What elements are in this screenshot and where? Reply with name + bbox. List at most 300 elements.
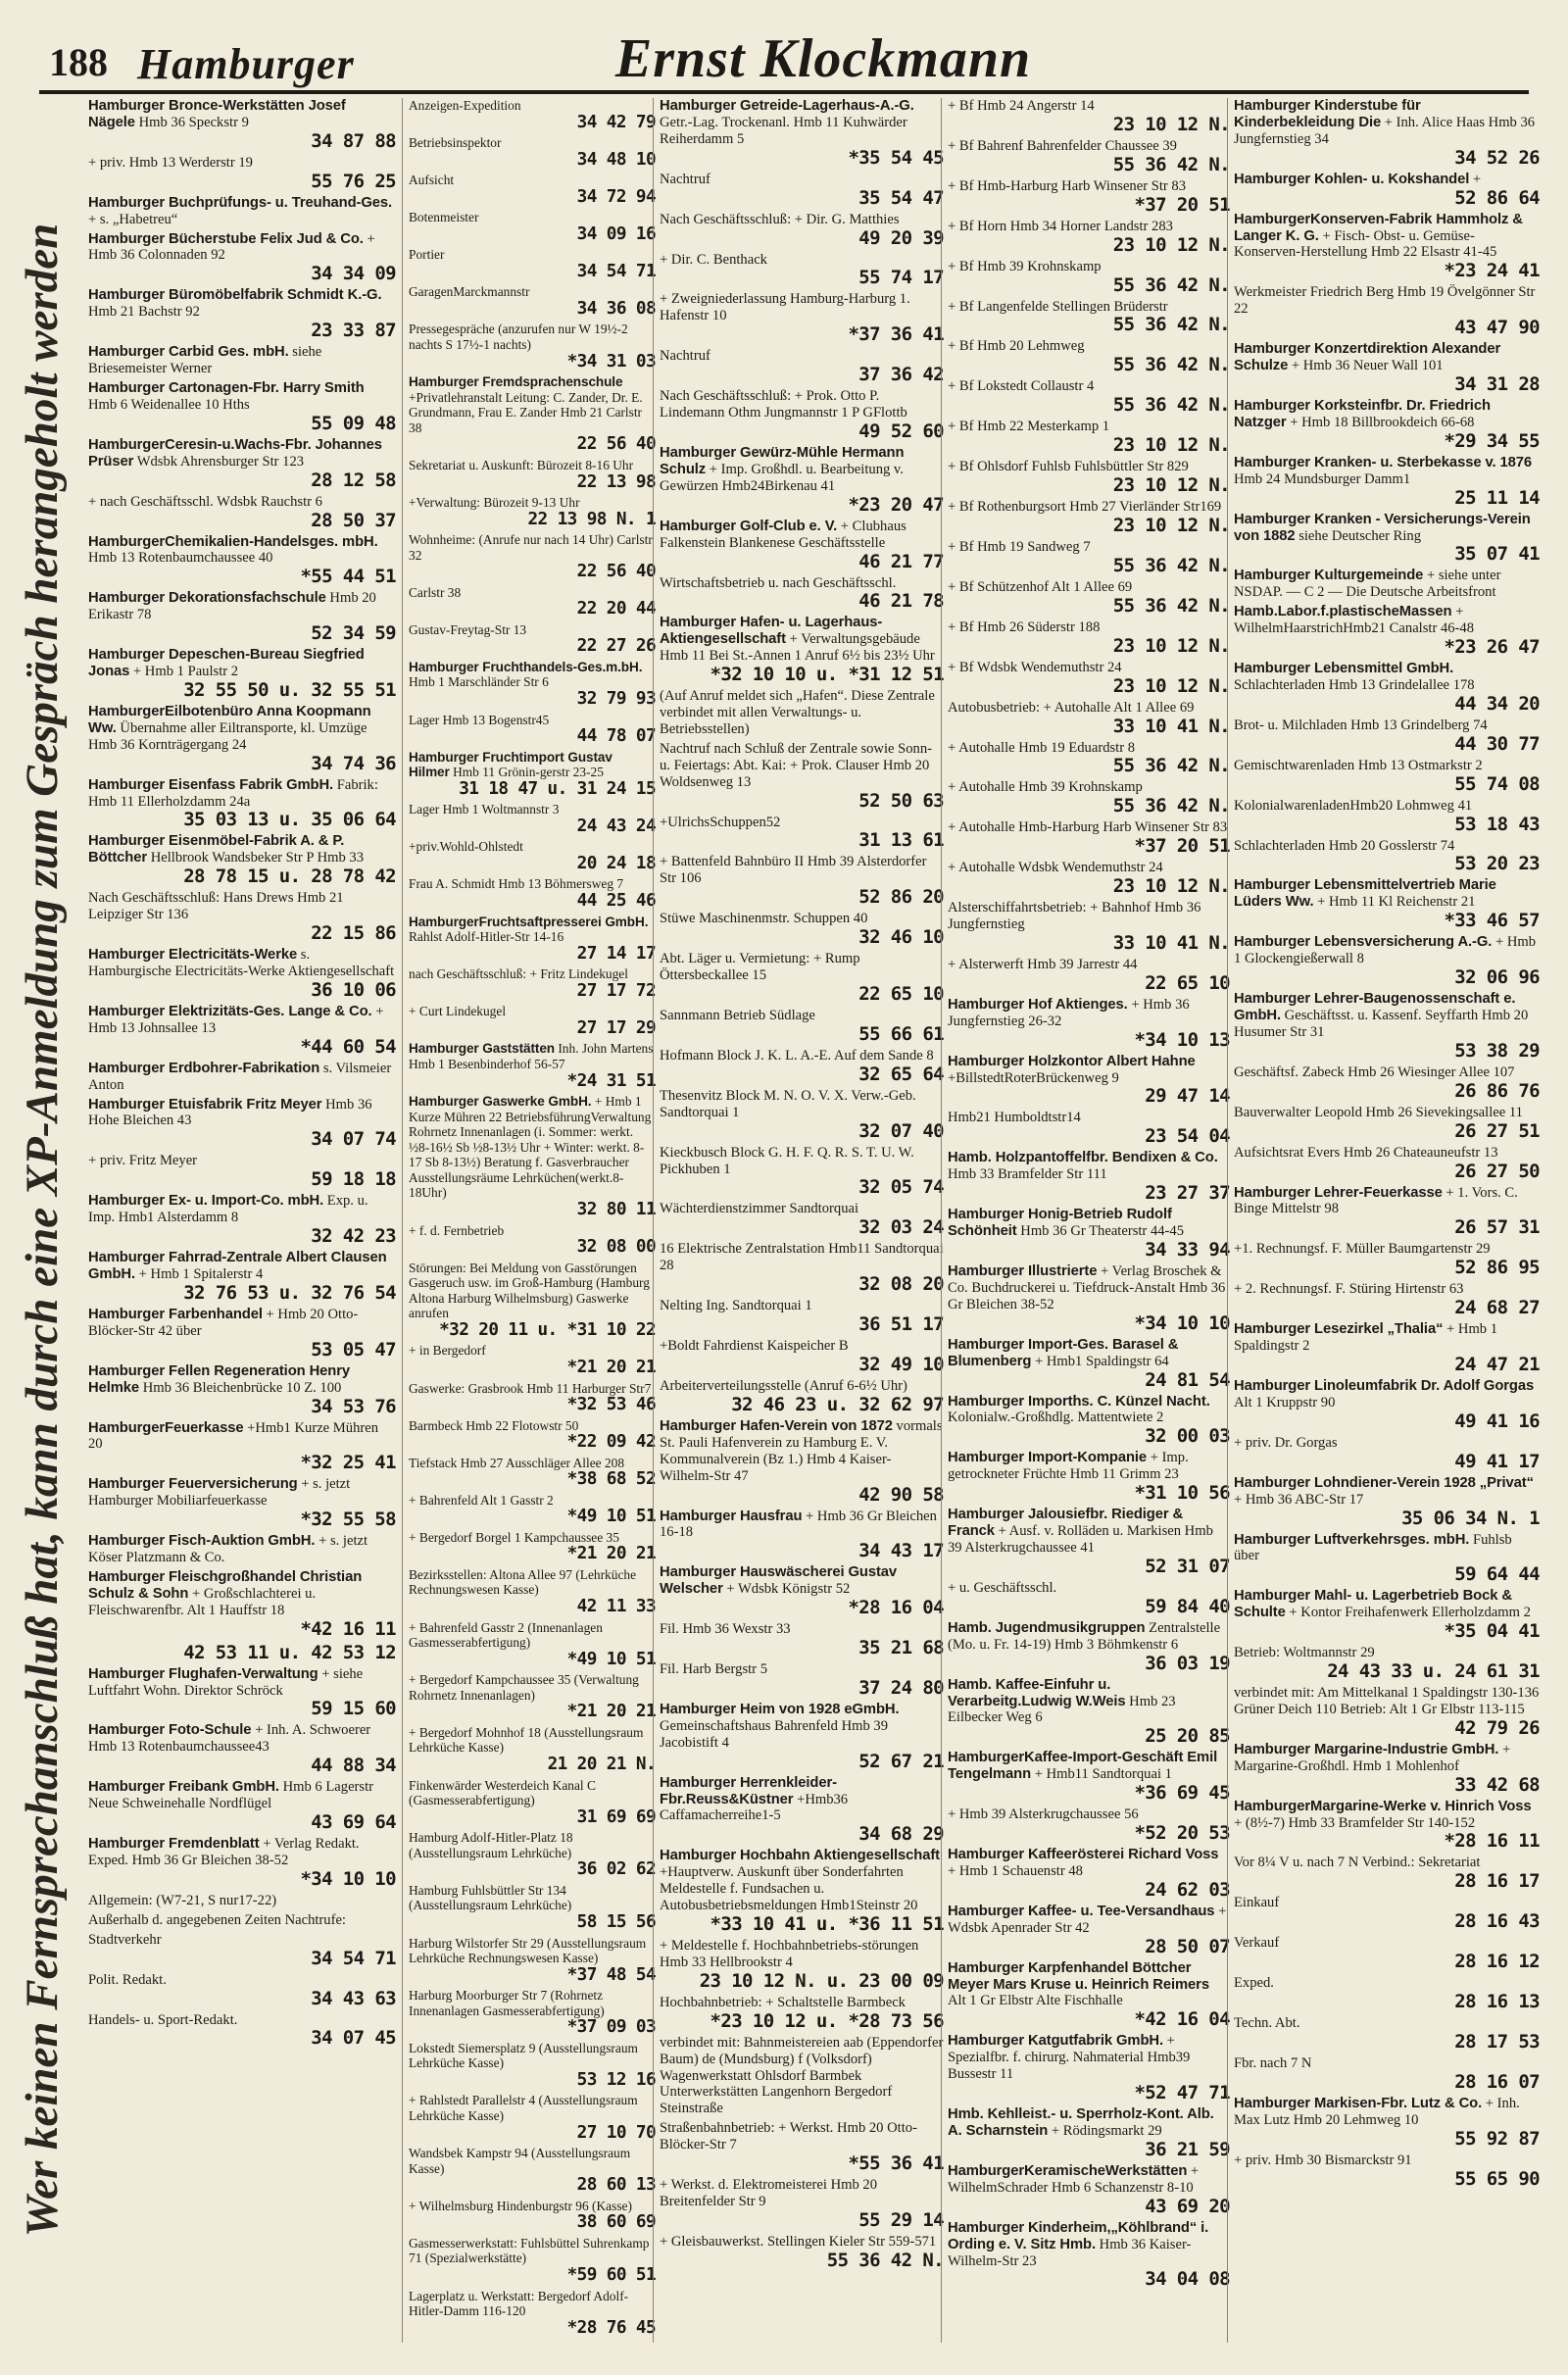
entry-name: Hamburger Markisen-Fbr. Lutz & Co. xyxy=(1234,2095,1483,2111)
entry-phone: *23 20 47 xyxy=(848,493,944,516)
entry-detail: + 2. Rechnungsf. F. Stüring Hirtenstr 63 xyxy=(1234,1281,1464,1298)
entry-detail: + Bergedorf Borgel 1 Kampchaussee 35 xyxy=(409,1529,619,1545)
entry-name: Hmb. Kehlleist.- u. Sperrholz-Kont. Alb. A. Scharnstein xyxy=(948,2106,1214,2139)
entry-detail: Hmb 36 Bleichenbrücke 10 Z. 100 xyxy=(142,1379,342,1396)
entry-detail: +Verwaltung: Bürozeit 9-13 Uhr xyxy=(409,495,580,511)
entry-detail: Hmb 6 Lagerstr Neue Schweinehalle Nordflügel xyxy=(88,1779,373,1812)
directory-entry xyxy=(88,1569,396,1640)
entry-name: HamburgerEilbotenbüro Anna Koopmann Ww. xyxy=(88,703,371,736)
entry-phone: 31 18 47 u. 31 24 15 xyxy=(459,778,656,799)
directory-entry xyxy=(660,348,944,385)
side-banner xyxy=(8,127,76,2333)
entry-phone: 23 10 12 N. xyxy=(1112,233,1230,256)
directory-entry xyxy=(409,2199,656,2233)
entry-detail: (Auf Anruf meldet sich „Hafen“. Diese Zentrale verbindet mit allen Verwaltungs- u. Betriebsstellen) xyxy=(660,688,935,737)
entry-phone: *24 31 51 xyxy=(566,1070,656,1091)
directory-entry xyxy=(88,195,396,228)
directory-entry xyxy=(1234,798,1540,835)
entry-detail: Hmb 23 Eilbecker Weg 6 xyxy=(948,1693,1176,1726)
entry-phone: 27 17 29 xyxy=(576,1017,656,1038)
directory-entry xyxy=(409,2093,656,2143)
entry-name: Hamburger Etuisfabrik Fritz Meyer xyxy=(88,1096,322,1113)
entry-detail: Fil. Hmb 36 Wexstr 33 xyxy=(660,1621,791,1638)
entry-phone: 33 10 41 N. xyxy=(1112,715,1230,737)
entry-name: Hamburger Elektrizitäts-Ges. Lange & Co. xyxy=(88,1003,372,1019)
directory-entry xyxy=(660,575,944,613)
entry-phone: 44 78 07 xyxy=(576,726,656,747)
entry-phone: 34 07 45 xyxy=(311,2027,396,2050)
entry-phone: 53 12 16 xyxy=(576,2069,656,2090)
entry-detail: Lagerplatz u. Werkstatt: Bergedorf Adolf-Hitler-Damm 116-120 xyxy=(409,2288,629,2319)
entry-phone: 34 09 16 xyxy=(576,223,656,244)
entry-phone: 28 50 07 xyxy=(1145,1935,1230,1957)
directory-entry xyxy=(88,1932,396,1969)
entry-detail: s. Hamburgische Electricitäts-Werke Aktiengesellschaft xyxy=(88,947,395,979)
entry-detail: Harburg Wilstorfer Str 29 (Ausstellungsraum Lehrküche Rechnungswesen Kasse) xyxy=(409,1935,647,1966)
directory-entry xyxy=(1234,341,1540,395)
entry-name: Hamburger Freibank GmbH. xyxy=(88,1779,279,1796)
entry-phone: 31 13 61 xyxy=(858,829,944,852)
entry-phone: 31 69 69 xyxy=(576,1806,656,1827)
entry-detail: Nachtruf xyxy=(660,348,710,365)
entry-detail: + Werkst. d. Elektromeisterei Hmb 20 Breitenfelder Str 9 xyxy=(660,2177,877,2209)
directory-entry xyxy=(948,138,1230,175)
directory-entry xyxy=(1234,1645,1540,1682)
entry-phone: 34 87 88 xyxy=(311,129,396,152)
directory-entry xyxy=(660,688,944,738)
entry-phone: 42 53 11 u. 42 53 12 xyxy=(183,1641,396,1663)
directory-entry xyxy=(1234,1895,1540,1932)
entry-name: Hamburger Korksteinfbr. Dr. Friedrich Natzger xyxy=(1234,397,1491,430)
entry-detail: Kolonialw.-Großhdlg. Mattentwiete 2 xyxy=(948,1410,1164,1426)
directory-entry xyxy=(1234,1145,1540,1182)
entry-detail: + Verwaltungsgebäude Hmb 11 Bei St.-Annen 1 Anruf 6½ bis 23½ Uhr xyxy=(660,631,935,665)
entry-phone: *34 10 10 xyxy=(1134,1311,1230,1334)
entry-phone: 55 92 87 xyxy=(1454,2127,1540,2150)
entry-name: Hamburger Fremdenblatt xyxy=(88,1836,260,1853)
directory-entry xyxy=(1234,2055,1540,2093)
side-banner-text: Wer keinen Fernsprechanschluß hat, kann durch eine XP-Anmeldung zum Gespräch herangeholt werden xyxy=(17,223,68,2238)
entry-phone: 34 53 76 xyxy=(311,1395,396,1417)
directory-entry xyxy=(409,1530,656,1564)
entry-detail: + Alsterwerft Hmb 39 Jarrestr 44 xyxy=(948,956,1138,972)
entry-detail: Harburg Moorburger Str 7 (Rohrnetz Innenanlagen Gasmesserabfertigung) xyxy=(409,1988,605,2018)
entry-phone: 23 33 87 xyxy=(311,320,396,342)
entry-detail: + Wilhelmsburg Hindenburgstr 96 (Kasse) xyxy=(409,2198,632,2213)
entry-phone: 28 60 13 xyxy=(576,2175,656,2196)
entry-detail: + Hmb 20 Otto-Blöcker-Str 42 über xyxy=(88,1306,359,1339)
entry-name: Hamburger Kranken- u. Sterbekasse v. 1876 xyxy=(1234,454,1533,470)
entry-detail: + 1. Vors. C. Binge Mittelstr 98 xyxy=(1234,1184,1518,1217)
entry-detail: + Hmb 1 Glockengießerwall 8 xyxy=(1234,934,1537,967)
entry-phone: 34 34 09 xyxy=(311,263,396,285)
entry-detail: Hamburg Fuhlsbüttler Str 134 (Ausstellungsraum Lehrküche) xyxy=(409,1882,572,1913)
entry-phone: 34 43 17 xyxy=(858,1540,944,1562)
entry-detail: 16 Elektrische Zentralstation Hmb11 Sandtorquai 28 xyxy=(660,1241,944,1274)
entry-detail: Hmb 36 Hohe Bleichen 43 xyxy=(88,1096,372,1129)
directory-entry xyxy=(948,378,1230,416)
entry-detail: + Bergedorf Kampchaussee 35 (Verwaltung Rohrnetz Innenanlagen) xyxy=(409,1672,639,1703)
entry-detail: vormals St. Pauli Hafenverein zu Hamburg E. V. Kommunalverein (Bz 1.) Hmb 4 Kaiser-Wilhelm-Str 47 xyxy=(660,1417,943,1484)
directory-entry xyxy=(409,1620,656,1670)
entry-phone: *52 20 53 xyxy=(1134,1822,1230,1845)
entry-detail: Brot- u. Milchladen Hmb 13 Grindelberg 74 xyxy=(1234,717,1488,733)
directory-entry xyxy=(948,900,1230,954)
entry-phone: 36 21 59 xyxy=(1145,2138,1230,2160)
entry-detail: Hmb 1 Marschländer Str 6 xyxy=(409,674,549,690)
directory-entry xyxy=(948,499,1230,536)
entry-name: Hamburger Holzkontor Albert Hahne xyxy=(948,1053,1196,1069)
entry-detail: Vor 8¼ V u. nach 7 N Verbind.: Sekretariat xyxy=(1234,1855,1481,1871)
directory-entry xyxy=(409,374,656,455)
directory-entry xyxy=(948,2106,1230,2160)
directory-entry xyxy=(1234,1799,1540,1853)
directory-entry xyxy=(409,458,656,492)
entry-phone: *32 20 11 u. *31 10 22 xyxy=(439,1319,656,1340)
directory-entry xyxy=(660,212,944,249)
entry-phone: 34 74 36 xyxy=(311,752,396,774)
entry-detail: verbindet mit: Am Mittelkanal 1 Spaldingstr 130-136 Grüner Deich 110 Betrieb: Alt 1 Gr Elbstr 113-115 xyxy=(1234,1685,1540,1717)
directory-entry xyxy=(88,1666,396,1720)
entry-phone: 23 27 37 xyxy=(1145,1182,1230,1205)
entry-phone: 32 79 93 xyxy=(576,689,656,710)
directory-entry xyxy=(409,802,656,836)
directory-entry xyxy=(88,1250,396,1304)
entry-phone: 52 86 95 xyxy=(1454,1257,1540,1279)
entry-detail: + Autohalle Hmb-Harburg Harb Winsener Str 83 xyxy=(948,819,1228,836)
entry-detail: + Inh. Alice Haas Hmb 36 Jungfernstieg 34 xyxy=(1234,114,1536,147)
directory-entry xyxy=(1234,758,1540,795)
entry-name: Hamburger Kulturgemeinde xyxy=(1234,568,1424,584)
entry-phone: 22 56 40 xyxy=(576,434,656,455)
directory-entry xyxy=(88,1193,396,1247)
entry-phone: 43 47 90 xyxy=(1454,317,1540,339)
entry-phone: 59 64 44 xyxy=(1454,1563,1540,1586)
entry-detail: Sekretariat u. Auskunft: Bürozeit 8-16 Uhr xyxy=(409,457,634,472)
directory-entry xyxy=(948,98,1230,135)
entry-name: HamburgerKaffee-Import-Geschäft Emil Tengelmann xyxy=(948,1750,1218,1783)
directory-entry xyxy=(409,1041,656,1091)
entry-detail: Störungen: Bei Meldung von Gasstörungen Gasgeruch usw. im Groß-Hamburg (Hamburg Altona Harburg Wilhelmsburg) Gaswerke anrufen xyxy=(409,1260,650,1321)
directory-entry xyxy=(88,231,396,285)
column-2 xyxy=(402,98,656,2343)
entry-name: Hamburger Feuerversicherung xyxy=(88,1476,298,1493)
entry-detail: Alt 1 Kruppstr 90 xyxy=(1234,1394,1336,1410)
directory-entry xyxy=(948,1847,1230,1901)
directory-entry xyxy=(88,1307,396,1361)
entry-phone: *55 36 41 xyxy=(848,2152,944,2175)
directory-entry xyxy=(1234,991,1540,1062)
entry-detail: + Inh. A. Schwoerer Hmb 13 Rotenbaumchaussee43 xyxy=(88,1722,371,1756)
directory-entry xyxy=(1234,1185,1540,1239)
entry-phone: 55 09 48 xyxy=(311,412,396,434)
entry-phone: 52 34 59 xyxy=(311,622,396,645)
entry-detail: + Hmb 36 Gr Bleichen 16-18 xyxy=(660,1508,937,1541)
directory-entry xyxy=(660,172,944,209)
entry-detail: Werkmeister Friedrich Berg Hmb 19 Övelgönner Str 22 xyxy=(1234,284,1536,318)
entry-phone: 52 86 64 xyxy=(1454,186,1540,209)
entry-name: Hamburger Import-Kompanie xyxy=(948,1450,1148,1466)
directory-entry xyxy=(948,860,1230,897)
entry-phone: 32 06 96 xyxy=(1454,966,1540,989)
entry-detail: Wdsbk Ahrensburger Str 123 xyxy=(136,453,305,470)
entry-detail: + priv. Hmb 13 Werderstr 19 xyxy=(88,154,253,171)
entry-phone: *29 34 55 xyxy=(1444,429,1540,452)
directory-entry xyxy=(660,854,944,908)
entry-phone: 27 14 17 xyxy=(576,943,656,964)
entry-phone: 32 76 53 u. 32 76 54 xyxy=(183,1281,396,1304)
entry-detail: + u. Geschäftsschl. xyxy=(948,1579,1057,1596)
entry-phone: 27 10 70 xyxy=(576,2122,656,2143)
entry-detail: + Ausf. v. Rolläden u. Markisen Hmb 39 Alsterkrugchaussee 41 xyxy=(948,1523,1213,1556)
entry-detail: Nelting Ing. Sandtorquai 1 xyxy=(660,1298,812,1314)
entry-phone: 32 00 03 xyxy=(1145,1425,1230,1448)
entry-phone: *32 55 58 xyxy=(300,1509,396,1531)
entry-phone: 34 52 26 xyxy=(1454,146,1540,169)
entry-detail: Gaswerke: Grasbrook Hmb 11 Harburger Str7 xyxy=(409,1380,652,1396)
entry-name: Hamburger Fellen Regeneration Henry Helmke xyxy=(88,1362,351,1396)
entry-phone: 28 16 12 xyxy=(1454,1951,1540,1973)
entry-detail: Aufsicht xyxy=(409,173,455,188)
entry-phone: 53 18 43 xyxy=(1454,813,1540,835)
directory-entry xyxy=(948,2033,1230,2103)
entry-phone: 34 36 08 xyxy=(576,298,656,319)
directory-entry xyxy=(1234,1105,1540,1142)
entry-detail: + Inh. Max Lutz Hmb 20 Lehmweg 10 xyxy=(1234,2095,1520,2128)
entry-detail: Wandsbek Kampstr 94 (Ausstellungsraum Kasse) xyxy=(409,2146,631,2176)
directory-entry xyxy=(409,1223,656,1258)
directory-entry xyxy=(660,2035,944,2118)
entry-phone: 35 54 47 xyxy=(858,186,944,209)
directory-entry xyxy=(660,1509,944,1562)
directory-entry xyxy=(1234,1935,1540,1972)
entry-detail: + Hmb 36 Neuer Wall 101 xyxy=(1291,358,1444,374)
entry-phone: 36 10 06 xyxy=(311,978,396,1001)
entry-phone: *21 20 21 xyxy=(566,1358,656,1378)
entry-phone: 34 42 79 xyxy=(576,112,656,132)
directory-entry xyxy=(660,1848,944,1935)
entry-phone: 42 90 58 xyxy=(858,1483,944,1506)
entry-phone: 44 88 34 xyxy=(311,1755,396,1777)
directory-entry xyxy=(660,1661,944,1699)
entry-detail: Nach Geschäftsschluß: + Dir. G. Matthies xyxy=(660,211,900,227)
entry-detail: + Imp. getrockneter Früchte Hmb 11 Grimm 23 xyxy=(948,1450,1189,1483)
directory-entry xyxy=(88,344,396,377)
entry-name: Hamburger Hafen- u. Lagerhaus-Aktiengesellschaft xyxy=(660,615,883,648)
directory-entry xyxy=(409,1381,656,1415)
entry-detail: + siehe Luftfahrt Wohn. Direktor Schröck xyxy=(88,1665,364,1699)
entry-name: Hamburger Hof Aktienges. xyxy=(948,996,1128,1013)
entry-phone: 28 16 13 xyxy=(1454,1991,1540,2013)
entry-detail: + Autohalle Hmb 39 Krohnskamp xyxy=(948,779,1143,796)
entry-phone: *32 53 46 xyxy=(566,1395,656,1415)
entry-detail: Schlachterladen Hmb 20 Gosslerstr 74 xyxy=(1234,837,1455,854)
directory-entry xyxy=(88,1153,396,1190)
entry-name: Hamburger Linoleumfabrik Dr. Adolf Gorgas xyxy=(1234,1377,1535,1394)
entry-phone: 52 67 21 xyxy=(858,1750,944,1772)
directory-entry xyxy=(660,1702,944,1772)
entry-name: Hamburger Kranken - Versicherungs-Verein von 1882 xyxy=(1234,511,1531,544)
entry-detail: siehe Deutscher Ring xyxy=(1298,527,1422,544)
directory-entry xyxy=(88,1061,396,1094)
entry-detail: Techn. Abt. xyxy=(1234,2015,1300,2032)
directory-entry xyxy=(948,1337,1230,1391)
directory-entry xyxy=(660,1378,944,1415)
directory-entry xyxy=(88,1836,396,1890)
entry-phone: 34 54 71 xyxy=(576,261,656,281)
entry-phone: *32 25 41 xyxy=(300,1452,396,1474)
directory-entry xyxy=(409,1672,656,1722)
directory-entry xyxy=(660,1621,944,1658)
entry-detail: + Bf Hmb 20 Lehmweg xyxy=(948,338,1085,355)
entry-detail: Polit. Redakt. xyxy=(88,1971,167,1988)
entry-detail: Gemeinschaftshaus Bahrenfeld Hmb 39 Jacobistift 4 xyxy=(660,1717,889,1751)
entry-phone: 28 16 07 xyxy=(1454,2070,1540,2093)
directory-entry xyxy=(948,700,1230,737)
entry-detail: + Verlag Redakt. Exped. Hmb 36 Gr Bleichen 38-52 xyxy=(88,1836,360,1868)
directory-entry xyxy=(1234,1588,1540,1642)
directory-entry xyxy=(88,1097,396,1151)
entry-detail: Anzeigen-Expedition xyxy=(409,98,521,113)
entry-phone: 42 79 26 xyxy=(1454,1716,1540,1739)
entry-detail: + Bf Bahrenf Bahrenfelder Chaussee 39 xyxy=(948,137,1177,154)
entry-phone: 53 05 47 xyxy=(311,1338,396,1361)
entry-phone: 55 36 42 N. xyxy=(1112,795,1230,817)
directory-entry xyxy=(409,585,656,619)
entry-phone: *42 16 11 xyxy=(300,1617,396,1640)
entry-name: Hamburger Fremdsprachenschule xyxy=(409,374,623,390)
directory-entry xyxy=(409,1261,656,1341)
directory-entry xyxy=(660,1048,944,1085)
entry-detail: + Bf Hmb 26 Süderstr 188 xyxy=(948,618,1101,635)
entry-name: Hamburger Electricitäts-Werke xyxy=(88,947,298,964)
entry-phone: *21 20 21 xyxy=(566,1544,656,1564)
directory-entry xyxy=(1234,1064,1540,1102)
entry-detail: + Dir. C. Benthack xyxy=(660,251,767,268)
entry-phone: *37 20 51 xyxy=(1134,835,1230,858)
directory-entry xyxy=(88,1893,396,1909)
entry-detail: + Zweigniederlassung Hamburg-Harburg 1. Hafenstr 10 xyxy=(660,291,910,324)
directory-entry xyxy=(660,1201,944,1238)
directory-entry xyxy=(660,1338,944,1375)
entry-name: Hamburger Kinderstube für Kinderbekleidung Die xyxy=(1234,98,1421,130)
directory-entry xyxy=(88,1004,396,1058)
directory-entry xyxy=(1234,934,1540,988)
entry-phone: 22 13 98 N. 1 xyxy=(527,509,656,529)
directory-entry xyxy=(948,539,1230,576)
entry-name: Hamburger Honig-Betrieb Rudolf Schönheit xyxy=(948,1207,1172,1240)
directory-entry xyxy=(1234,512,1540,566)
entry-detail: Verkauf xyxy=(1234,1935,1280,1952)
entry-phone: 52 50 63 xyxy=(858,789,944,812)
entry-detail: Geschäftsf. Zabeck Hmb 26 Wiesinger Allee 107 xyxy=(1234,1064,1515,1080)
entry-phone: 32 55 50 u. 32 55 51 xyxy=(183,678,396,701)
entry-detail: Hmb 36 Kaiser-Wilhelm-Str 23 xyxy=(948,2236,1192,2269)
entry-detail: GaragenMarckmannstr xyxy=(409,284,530,300)
directory-entry xyxy=(660,911,944,948)
entry-detail: +1. Rechnungsf. F. Müller Baumgartenstr 29 xyxy=(1234,1241,1491,1258)
entry-detail: Abt. Läger u. Vermietung: + Rump Öttersbeckallee 15 xyxy=(660,951,860,984)
entry-detail: + Bf Ohlsdorf Fuhlsb Fuhlsbüttler Str 829 xyxy=(948,459,1189,475)
entry-detail: Tiefstack Hmb 27 Ausschläger Allee 208 xyxy=(409,1455,625,1470)
directory-entry xyxy=(660,1298,944,1335)
entry-name: Hamburger Buchprüfungs- u. Treuhand-Ges. xyxy=(88,194,393,211)
entry-phone: *37 20 51 xyxy=(1134,193,1230,216)
entry-name: Hamburger Lebensversicherung A.-G. xyxy=(1234,934,1493,951)
directory-entry xyxy=(660,388,944,442)
directory-entry xyxy=(948,957,1230,994)
entry-phone: *31 10 56 xyxy=(1134,1482,1230,1505)
directory-entry xyxy=(88,1533,396,1566)
entry-name: Hamburger Flughafen-Verwaltung xyxy=(88,1665,318,1682)
directory-entry xyxy=(409,322,656,371)
entry-detail: Frau A. Schmidt Hmb 13 Böhmersweg 7 xyxy=(409,876,624,892)
directory-entry xyxy=(88,380,396,434)
directory-entry xyxy=(1234,1435,1540,1472)
directory-entry xyxy=(948,2163,1230,2217)
entry-phone: 44 25 46 xyxy=(576,891,656,912)
directory-entry xyxy=(948,1580,1230,1617)
directory-entry xyxy=(660,1564,944,1618)
entry-phone: 35 06 34 N. 1 xyxy=(1401,1507,1540,1529)
entry-detail: Wirtschaftsbetrieb u. nach Geschäftsschl. xyxy=(660,574,897,591)
entry-phone: 32 49 10 xyxy=(858,1353,944,1375)
entry-detail: + Hmb 36 Colonnaden 92 xyxy=(88,230,375,264)
directory-entry xyxy=(948,219,1230,256)
entry-phone: 23 10 12 N. xyxy=(1112,634,1230,657)
entry-name: HamburgerKonserven-Fabrik Hammholz & Langer K. G. xyxy=(1234,211,1523,244)
directory-entry xyxy=(409,135,656,170)
directory-entry xyxy=(660,98,944,169)
entry-detail: +Hmb36 Caffamacherreihe1-5 xyxy=(660,1791,849,1824)
entry-detail: + (8½-7) Hmb 33 Bramfelder Str 140-152 xyxy=(1234,1814,1476,1831)
directory-entry xyxy=(88,1972,396,2009)
directory-entry xyxy=(409,210,656,244)
entry-phone: 34 31 28 xyxy=(1454,372,1540,395)
entry-phone: 21 20 21 N. xyxy=(547,1755,656,1775)
entry-detail: Bezirksstellen: Altona Allee 97 (Lehrküche Rechnungswesen Kasse) xyxy=(409,1566,637,1598)
entry-detail: Hmb 21 Bachstr 92 xyxy=(88,304,200,321)
entry-name: Hamburger Lehrer-Feuerkasse xyxy=(1234,1184,1443,1201)
entry-phone: *23 10 12 u. *28 73 56 xyxy=(710,2009,944,2032)
entry-detail: Nach Geschäftsschluß: Hans Drews Hmb 21 Leipziger Str 136 xyxy=(88,890,344,923)
brand-logo: Ernst Klockmann xyxy=(614,28,1032,89)
entry-detail: + Bergedorf Mohnhof 18 (Ausstellungsraum Lehrküche Kasse) xyxy=(409,1724,644,1756)
entry-detail: + Großschlachterei u. Fleischwarenfbr. Alt 1 Hauffstr 18 xyxy=(88,1585,317,1618)
directory-entry xyxy=(1234,1532,1540,1586)
entry-phone: *28 16 11 xyxy=(1444,1830,1540,1853)
entry-name: Hamburger Kaffee- u. Tee-Versandhaus xyxy=(948,1903,1215,1919)
entry-name: Hamburger Getreide-Lagerhaus-A.-G. xyxy=(660,98,914,114)
entry-name: Hamburger Eisenfass Fabrik GmbH. xyxy=(88,776,334,793)
entry-detail: + Hmb 18 Billbrookdeich 66-68 xyxy=(1290,414,1475,430)
entry-detail: +Privatlehranstalt Leitung: C. Zander, Dr. E. Grundmann, Frau E. Zander Hmb 21 Carlstr 38 xyxy=(409,389,643,435)
directory-entry xyxy=(409,495,656,529)
entry-detail: + Curt Lindekugel xyxy=(409,1004,507,1019)
entry-phone: 34 68 29 xyxy=(858,1823,944,1846)
entry-name: Hamburger Fruchthandels-Ges.m.bH. xyxy=(409,659,643,674)
directory-entry xyxy=(409,1493,656,1527)
entry-phone: 32 08 20 xyxy=(858,1273,944,1296)
entry-phone: *42 16 04 xyxy=(1134,2008,1230,2031)
entry-detail: + f. d. Fernbetrieb xyxy=(409,1222,505,1238)
entry-phone: 58 15 56 xyxy=(576,1912,656,1932)
entry-phone: 55 36 42 N. xyxy=(1112,554,1230,576)
column-5 xyxy=(1227,98,1540,2343)
directory-entry xyxy=(660,252,944,289)
entry-name: HamburgerFeuerkasse xyxy=(88,1419,244,1436)
entry-phone: 34 48 10 xyxy=(576,149,656,170)
